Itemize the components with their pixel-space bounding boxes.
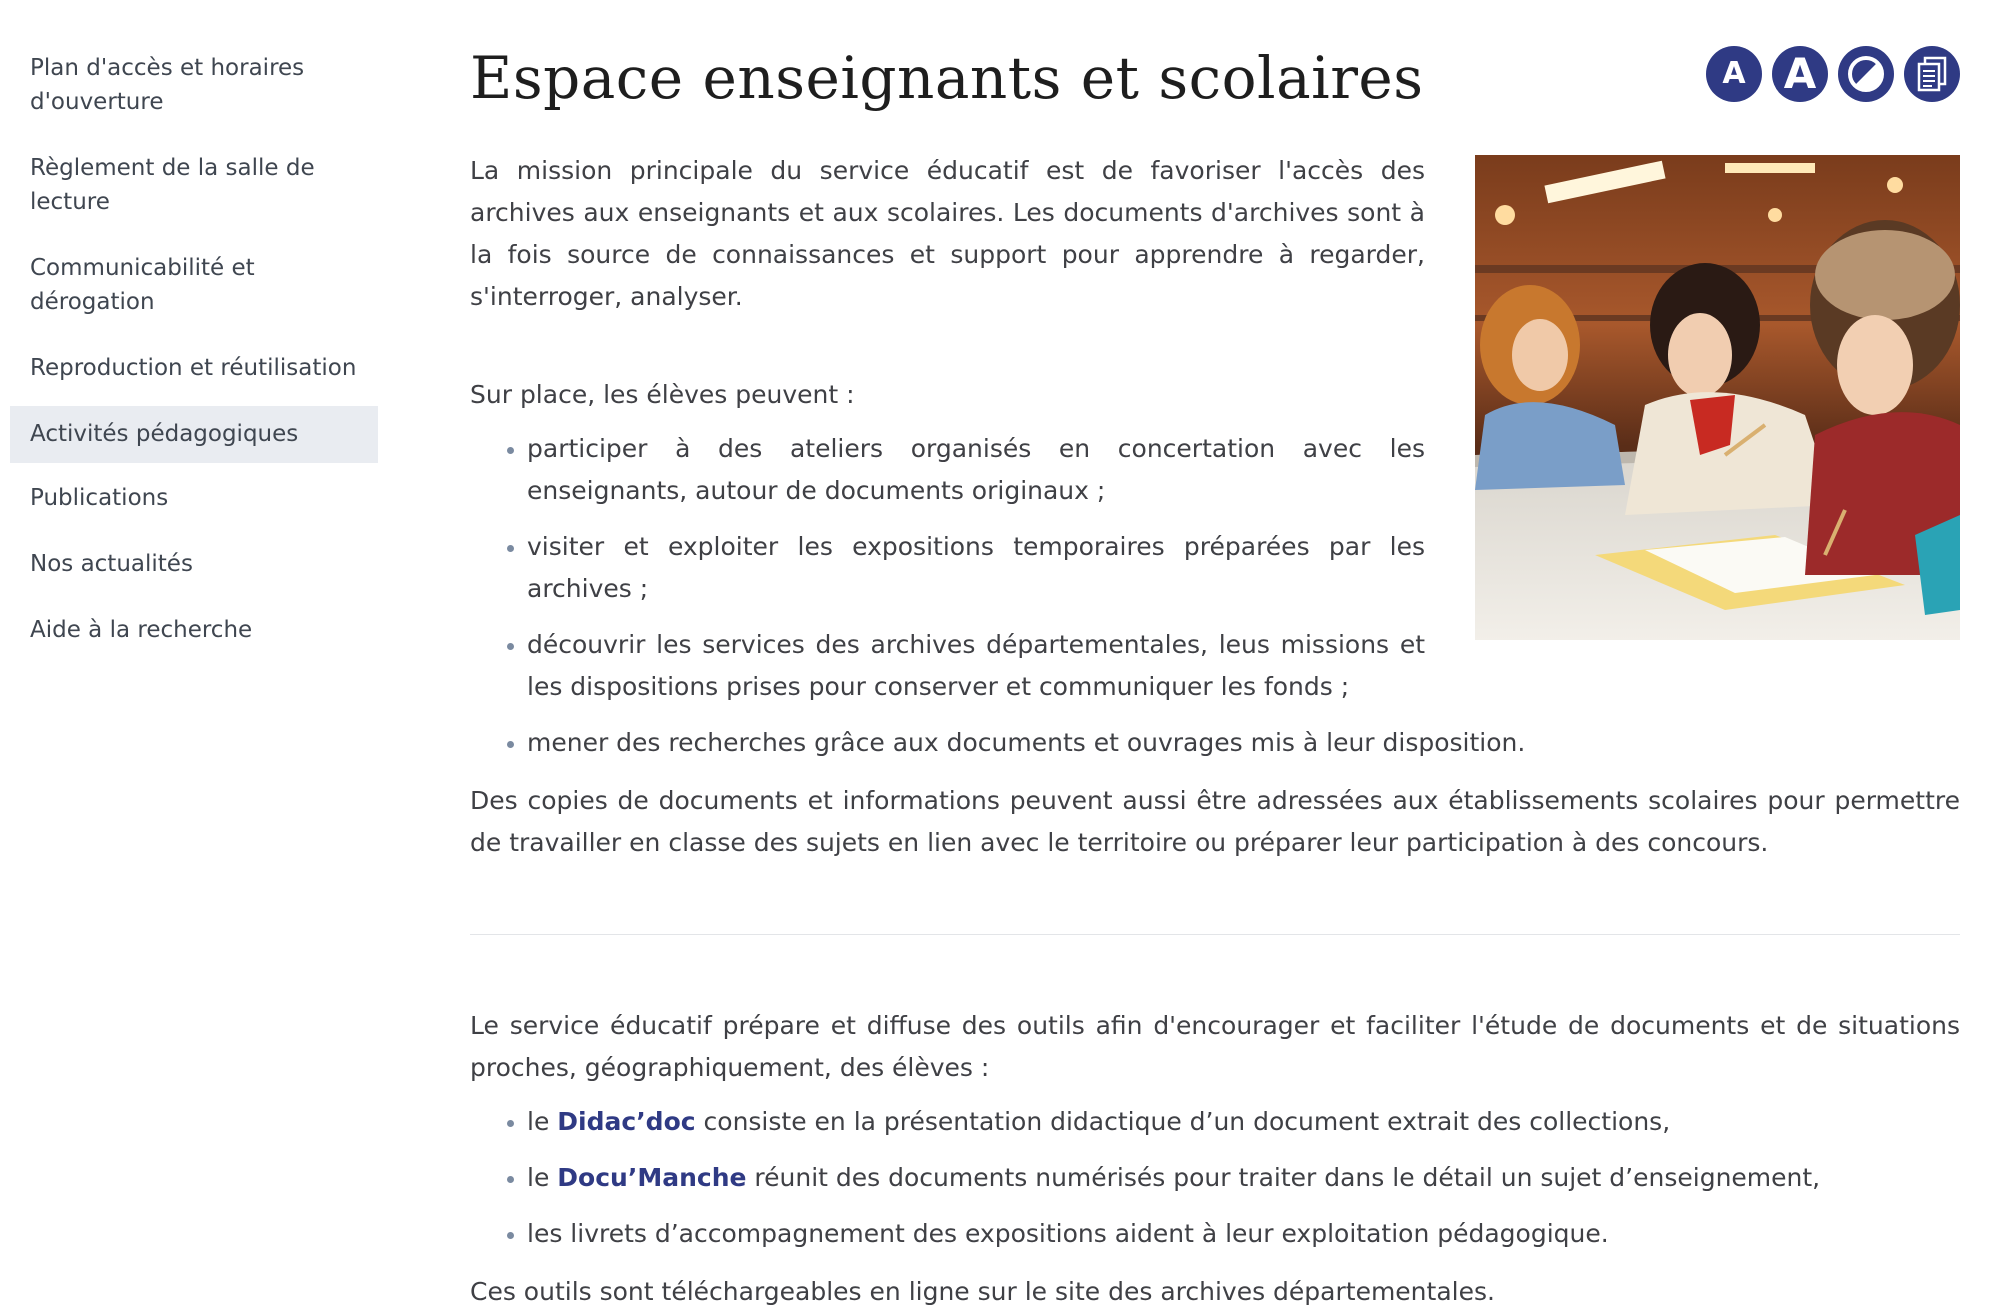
download-paragraph: Ces outils sont téléchargeables en ligne sur le site des archives départementales. [470, 1277, 1495, 1306]
list-item: mener des recherches grâce aux documents et ouvrages mis à leur disposition. [470, 722, 1960, 764]
sidebar-item-communicabilite[interactable]: Communicabilité et dérogation [30, 255, 255, 315]
contrast-icon [1846, 54, 1886, 94]
print-document-icon [1914, 55, 1950, 93]
list-item-prefix: le [527, 1163, 558, 1192]
font-increase-icon: A [1783, 49, 1817, 98]
print-button[interactable] [1904, 46, 1960, 102]
copies-paragraph: Des copies de documents et informations peuvent aussi être adressées aux établissements scolaires pour permettre de travailler en classe des sujets en lien avec le territoire ou préparer leur participation à des concours. [470, 786, 1960, 857]
font-increase-button[interactable] [1772, 46, 1828, 102]
tools-intro-paragraph: Le service éducatif prépare et diffuse des outils afin d'encourager et faciliter l'étude de documents et de situations proches, géographiquement, des élèves : [470, 1011, 1960, 1082]
list-item: visiter et exploiter les expositions temporaires préparées par les archives ; [470, 526, 1960, 610]
list-item [470, 1157, 1960, 1199]
sidebar-item-reglement[interactable]: Règlement de la salle de lecture [30, 155, 315, 215]
on-site-lead: Sur place, les élèves peuvent : [470, 380, 855, 409]
list-item: découvrir les services des archives départementales, leus missions et les dispositions prises pour conserver et communiquer les fonds ; [470, 624, 1960, 708]
list-item-suffix: réunit des documents numérisés pour traiter dans le détail un sujet d’enseignement, [746, 1163, 1821, 1192]
list-item: participer à des ateliers organisés en concertation avec les enseignants, autour de documents originaux ; [470, 428, 1960, 512]
sidebar-nav [10, 45, 378, 673]
sidebar-item-activites-pedagogiques[interactable]: Activités pédagogiques [10, 406, 378, 463]
page-title: Espace enseignants et scolaires [470, 44, 1424, 112]
accessibility-toolbar [1706, 46, 1960, 102]
sidebar-item-publications[interactable]: Publications [30, 485, 169, 511]
sidebar-item-plan-acces[interactable]: Plan d'accès et horaires d'ouverture [30, 55, 305, 115]
didacdoc-link[interactable]: Didac’doc [557, 1107, 696, 1136]
font-decrease-button[interactable] [1706, 46, 1762, 102]
list-item: les livrets d’accompagnement des expositions aident à leur exploitation pédagogique. [470, 1213, 1960, 1255]
main-content [470, 150, 1960, 1313]
list-item-suffix: consiste en la présentation didactique d’un document extrait des collections, [695, 1107, 1671, 1136]
font-decrease-icon: A [1722, 56, 1746, 91]
section-divider [470, 934, 1960, 935]
sidebar-item-reproduction[interactable]: Reproduction et réutilisation [30, 355, 357, 381]
sidebar-item-aide-recherche[interactable]: Aide à la recherche [30, 617, 253, 643]
documanche-link[interactable]: Docu’Manche [557, 1163, 747, 1192]
contrast-button[interactable] [1838, 46, 1894, 102]
list-item-prefix: le [527, 1107, 558, 1136]
intro-paragraph: La mission principale du service éducatif est de favoriser l'accès des archives aux enseignants et aux scolaires. Les documents d'archives sont à la fois source de connaissances et support pour apprendre à regarder, s'interroger, analyser. [470, 156, 1425, 311]
tools-list [470, 1101, 1960, 1255]
list-item [470, 1101, 1960, 1143]
on-site-list [470, 428, 1960, 764]
sidebar-item-actualites[interactable]: Nos actualités [30, 551, 193, 577]
